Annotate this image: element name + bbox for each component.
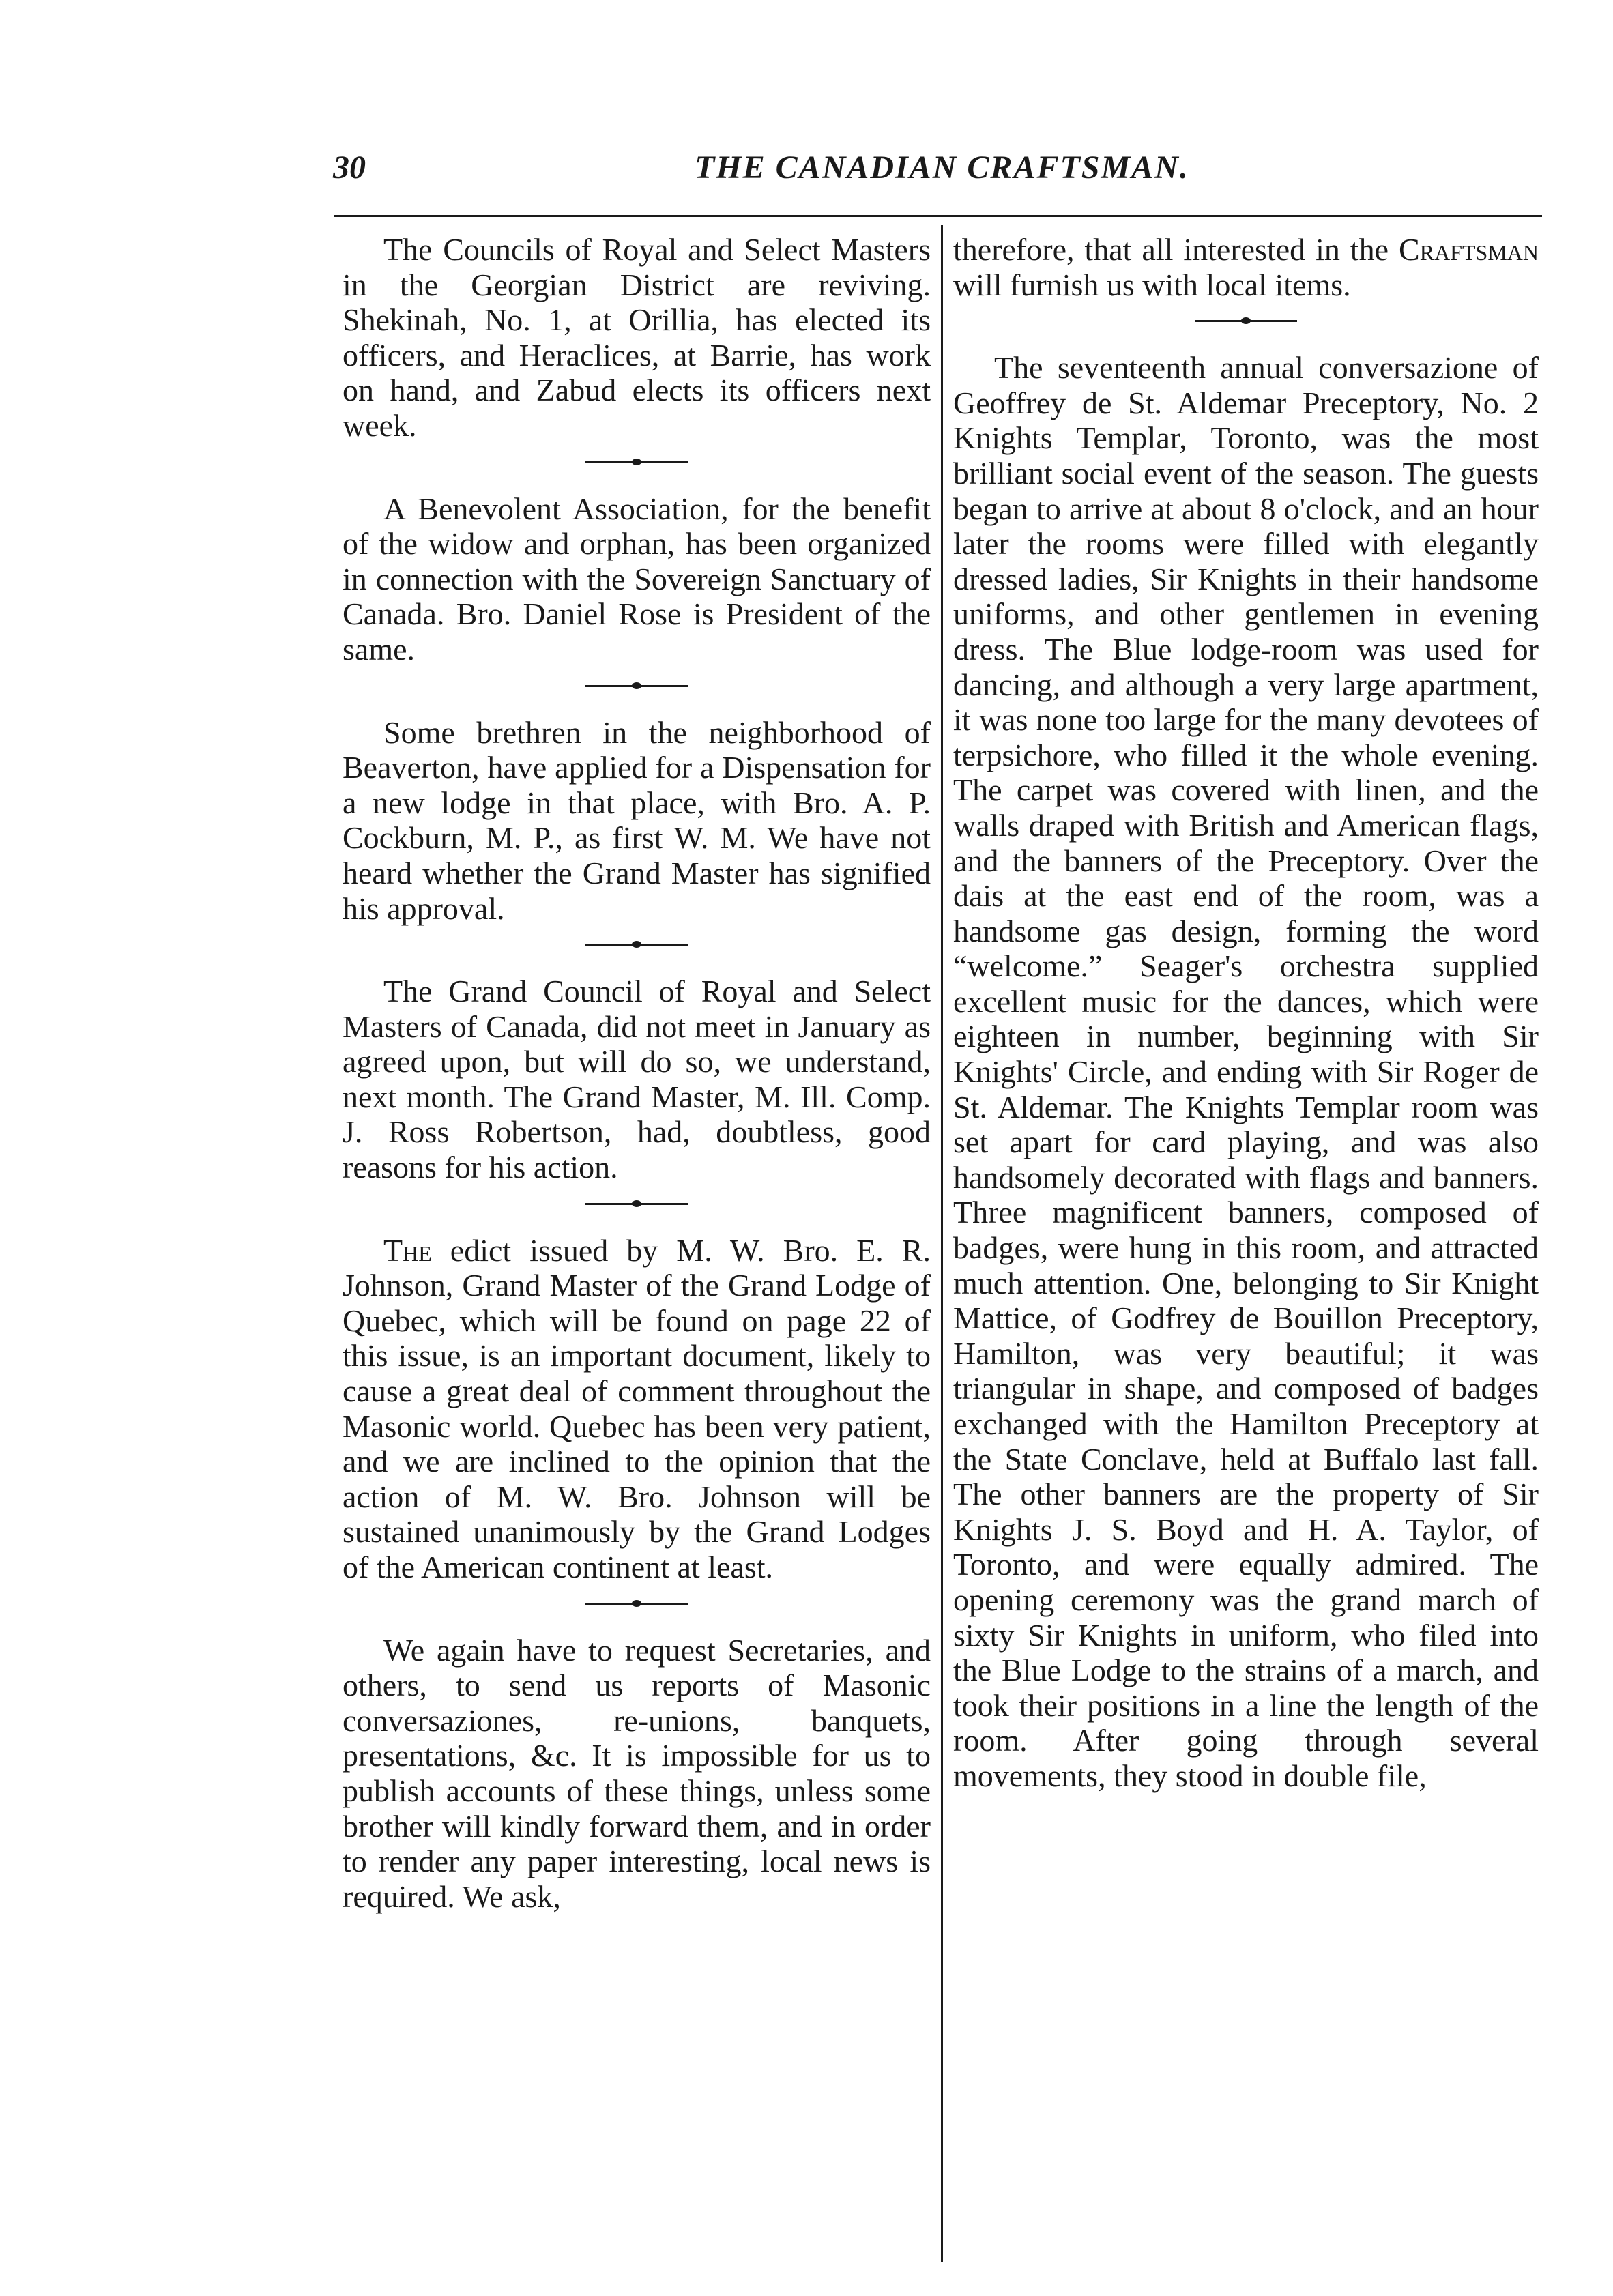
paragraph-grand-council: The Grand Council of Royal and Select Masters of Canada, did not meet in January as agreed upon, but will do so, we understand, next month. The Grand Master, M. Ill. Comp. J. Ross Robertson, had, doubtless, good reasons for his action. — [343, 974, 931, 1185]
paragraph-beaverton: Some brethren in the neighborhood of Beaverton, have applied for a Dispensation for a new lodge in that place, with Bro. A. P. Cockburn, M. P., as first W. M. We have not heard whether the Grand Master has signified his approval. — [343, 714, 931, 926]
paragraph-quebec-edict — [343, 1233, 931, 1585]
section-separator — [343, 667, 931, 715]
paragraph-text: will furnish us with local items. — [953, 267, 1351, 302]
paragraph-body: edict issued by M. W. Bro. E. R. Johnson, Grand Master of the Grand Lodge of Quebec, which will be found on page 22 of this issue, is an important document, likely to cause a great deal of comment throughout the Masonic world. Quebec has been very patient, and we are inclined to the opinion that the action of M. W. Bro. Johnson will be sustained unanimously by the Grand Lodges of the American continent at least. — [343, 1232, 931, 1584]
paragraph-conversazione: The seventeenth annual conversazione of Geoffrey de St. Aldemar Preceptory, No. 2 Knights Templar, Toronto, was the most brilliant social event of the season. The guests began to arrive at about 8 o'clock, and an hour later the rooms were filled with elegantly dressed ladies, Sir Knights in their handsome uniforms, and other gentlemen in evening dress. The Blue lodge-room was used for dancing, and although a very large apartment, it was none too large for the many devotees of terpsichore, who filled it the whole evening. The carpet was covered with linen, and the walls draped with British and American flags, and the banners of the Preceptory. Over the dais at the east end of the room, was a handsome gas design, forming the word “welcome.” Seager's orchestra supplied excellent music for the dances, which were eighteen in number, beginning with Sir Knights' Circle, and ending with Sir Roger de St. Aldemar. The Knights Templar room was set apart for card playing, and was also handsomely decorated with flags and banners. Three magnificent banners, composed of badges, were hung in this room, and attracted much attention. One, belonging to Sir Knight Mattice, of Godfrey de Bouillon Preceptory, Hamilton, was very beautiful; it was triangular in shape, and composed of badges exchanged with the Hamilton Preceptory at the State Conclave, held at Buffalo last fall. The other banners are the property of Sir Knights J. S. Boyd and H. A. Taylor, of Toronto, and were equally admired. The opening ceremony was the grand march of sixty Sir Knights in uniform, who filed into the Blue Lodge to the strains of a march, and took their positions in a line the length of the room. After going through several movements, they stood in double file, — [953, 350, 1539, 1793]
header-rule — [334, 215, 1542, 217]
page-header — [333, 149, 1541, 197]
paragraph-benevolent-association: A Benevolent Association, for the benefit of the widow and orphan, has been organized in connection with the Sovereign Sanctuary of Canada. Bro. Daniel Rose is President of the same. — [343, 491, 931, 667]
page-number: 30 — [333, 149, 366, 186]
section-separator — [343, 444, 931, 491]
paragraph-local-items — [953, 232, 1539, 302]
paragraph-request-secretaries: We again have to request Secretaries, and others, to send us reports of Masonic conversaziones, re-unions, banquets, presentations, &c. It is impossible for us to publish accounts of these things, unless some brother will kindly forward them, and in order to render any paper interesting, local news is required. We ask, — [343, 1632, 931, 1914]
journal-title: THE CANADIAN CRAFTSMAN. — [695, 149, 1189, 186]
journal-name-small-caps: Craftsman — [1399, 232, 1539, 267]
section-separator — [343, 1185, 931, 1233]
paragraph-councils: The Councils of Royal and Select Masters in the Georgian District are reviving. Shekinah, No. 1, at Orillia, has elected its officers, and Heraclices, at Barrie, has work on hand, and Zabud elects its officers next week. — [343, 232, 931, 443]
right-column — [953, 232, 1539, 1794]
column-divider — [941, 225, 943, 2262]
section-separator — [343, 926, 931, 974]
paragraph-lead-word: The — [383, 1232, 432, 1268]
section-separator — [343, 1585, 931, 1633]
paragraph-text: therefore, that all interested in the — [953, 232, 1399, 267]
left-column — [343, 232, 931, 1914]
section-separator — [953, 302, 1539, 350]
